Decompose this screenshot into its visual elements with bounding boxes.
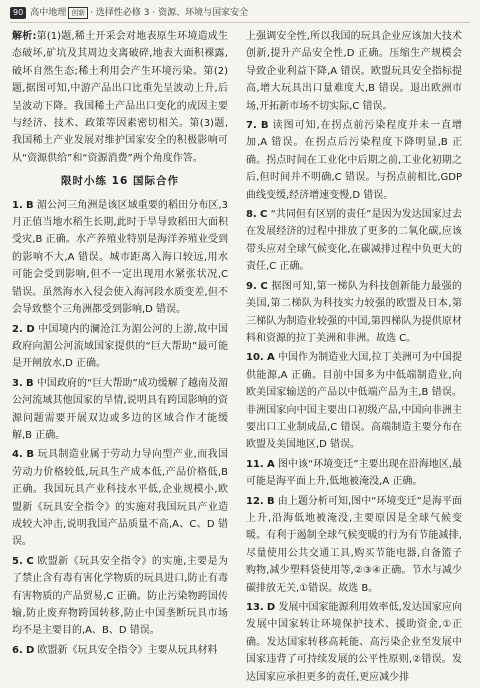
right-column [246, 28, 462, 688]
answer-item [246, 456, 462, 491]
page-number: 90 [10, 7, 26, 19]
explanation-text: 据图可知,第一梯队为科技创新能力最强的美国,第二梯队为科技实力较强的欧盟及日本,第三梯队为制造业较强的中国,第四梯队为提供原材料和资源的拉丁美洲和非洲。故选 C。 [246, 280, 463, 344]
answer-letter: C [260, 209, 268, 221]
answer-item [12, 446, 228, 550]
item-number: 7. [246, 120, 257, 132]
answer-item [12, 642, 228, 659]
explanation-text: 中国政府的“巨大帮助”成功缓解了越南及湄公河流域其他国家的旱情,说明具有跨国影响的资源问题需要开展双边或多边的区域合作才能缓解,B 正确。 [12, 377, 228, 441]
answer-letter: D [25, 644, 35, 656]
item-number: 3. [12, 377, 23, 389]
answer-item [246, 493, 462, 597]
answer-item [246, 349, 462, 453]
answer-letter: A [266, 352, 275, 364]
item-number: 8. [246, 209, 257, 221]
item-number: 10. [246, 352, 264, 364]
item-number: 6. [12, 644, 23, 656]
answer-letter: B [26, 199, 34, 211]
answer-letter: C [260, 280, 268, 292]
answer-item [12, 197, 228, 319]
item-number: 9. [246, 280, 257, 292]
answer-list [246, 117, 462, 686]
brand-logo: 创新 [68, 7, 88, 19]
answer-letter: A [266, 458, 275, 470]
answer-item [12, 553, 228, 640]
answer-item [246, 117, 462, 204]
answer-letter: B [26, 377, 34, 389]
series-title: 高中地理 [30, 8, 67, 18]
answer-letter: B [26, 449, 34, 461]
analysis-label: 解析: [12, 31, 37, 42]
continuation-paragraph: 上强调安全性,所以我国的玩具企业应该加大技术创新,提升产品安全性,D 正确。压缩生产规模会导致企业利益下降,A 错误。欧盟玩具安全指标提高,增大玩具出口量难度大,B 错误。退出欧洲市场,开拓新市场不切实际,C 错误。 [246, 31, 462, 112]
explanation-text: 中国作为制造业大国,拉丁美洲可为中国提供能源,A 正确。目前中国多为中低端制造业,向欧美国家输送的产品以中低端产品为主,B 错误。非洲国家向中国主要出口初级产品,中国向非洲主要出口工业制成品,C 错误。高端制造主要分布在欧盟及美国地区,D 错误。 [246, 352, 462, 451]
explanation-text: 湄公河三角洲是该区域重要的稻田分布区,3 月正值当地水稻生长期,此时于旱导致稻田大面积受灾,B 正确。水产养殖业特别是海洋养殖业受到的影响不大,A 错误。城市距离入海口较远,用水可能会受到影响,但不一定出现用水紧张状况,C 错误。虽然海水入侵会使入海河段水质变差,但不会导致整个三角洲都受到影响,D 错误。 [12, 199, 228, 316]
item-number: 4. [12, 449, 23, 461]
section-title: 限时小练 16 国际合作 [61, 175, 179, 188]
item-number: 1. [12, 199, 23, 211]
explanation-text: 读图可知,在拐点前污染程度并未一直增加,A 错误。在拐点后污染程度下降明显,B 正确。拐点时间在工业化中后期之前,工业化初期之后,但时间并不明确,C 错误。与拐点前相比,GDP 曲线变缓,经济增速变慢,D 错误。 [246, 120, 462, 201]
explanation-text: 发展中国家能源利用效率低,发达国家应向发展中国家转让环境保护技术、援助资金,①正确。发达国家转移高耗能、高污染企业至发展中国家违背了可持续发展的公平性原则,②错误。发达国家应承担更多的责任,更应减少排 [246, 602, 462, 683]
explanation-text: 中国境内的澜沧江为湄公河的上游,故中国政府向湄公河流域国家提供的“巨大帮助”最可能是开闸放水,D 正确。 [12, 323, 228, 370]
answer-letter: C [26, 555, 34, 567]
analysis-paragraph [12, 28, 228, 167]
explanation-text: 欧盟新《玩具安全指令》的实施,主要是为了禁止含有毒有害化学物质的玩具进口,防止有毒有害物质的产品贸易,C 正确。防止污染物跨国传输,防止废弃物跨国转移,防止中国垄断玩具市场均不是主要目的,A、B、D 错误。 [12, 555, 229, 637]
left-column [12, 28, 228, 661]
answer-letter: D [266, 602, 276, 613]
book-title: · 选择性必修 3 · 资源、环境与国家安全 [90, 8, 249, 18]
analysis-text: 第(1)题,稀土开采会对地表原生环境造成生态破坏,矿坑及其周边支离破碎,地表大面积裸露,破坏自然生态;稀土利用会产生环境污染。第(2)题,据图可知,中游产品出口比重先呈波动上升,后呈波动下降。我国稀土产品出口变化的成因主要与经济、技术、政策等因素密切相关。第(3)题,我国稀土产业发展对维护国家安全的积极影响可从“资源供给”和“资源消费”两个角度作答。 [12, 31, 229, 164]
item-number: 13. [246, 602, 264, 613]
answer-letter: B [266, 495, 275, 507]
explanation-text: 由上题分析可知,图中“环境变迁”是海平面上升,沿海低地被淹没,主要原因是全球气候变暖。有利于遏制全球气候变暖的行为有节能减排,尽量使用公共交通工具,购买节能电器,自备篮子购物,减少塑料袋使用等,②③④正确。节水与减少碳排放无关,①错误。故选 B。 [246, 495, 462, 594]
item-number: 12. [246, 495, 264, 507]
explanation-text: 玩具制造业属于劳动力导向型产业,而我国劳动力价格较低,玩具生产成本低,产品价格低,B 正确。我国玩具产业科技水平低,企业规模小,欧盟新《玩具安全指令》的实施对我国玩具产业造成较大冲击,说明我国产品质量不高,A、C、D 错误。 [12, 449, 228, 548]
answer-item [12, 321, 228, 373]
item-number: 5. [12, 555, 23, 567]
item-number: 2. [12, 323, 23, 335]
answer-item [12, 375, 228, 445]
answer-list [12, 197, 228, 660]
explanation-text: “共同但有区别的责任”是因为发达国家过去在发展经济的过程中排放了更多的二氧化碳,应该带头应对全球气候变化,在碳减排过程中负更大的责任,C 正确。 [246, 209, 462, 273]
explanation-text: 图中该“环境变迁”主要出现在沿海地区,最可能是海平面上升,低地被淹没,A 正确。 [246, 458, 462, 488]
answer-letter: B [260, 120, 269, 132]
item-number: 11. [246, 458, 264, 470]
answer-item [246, 206, 462, 276]
answer-item [246, 278, 462, 348]
answer-letter: D [26, 323, 35, 335]
page-header [10, 4, 470, 22]
answer-item [246, 599, 462, 686]
header-divider [10, 22, 470, 23]
explanation-text: 欧盟新《玩具安全指令》主要从玩具材料 [37, 644, 218, 656]
